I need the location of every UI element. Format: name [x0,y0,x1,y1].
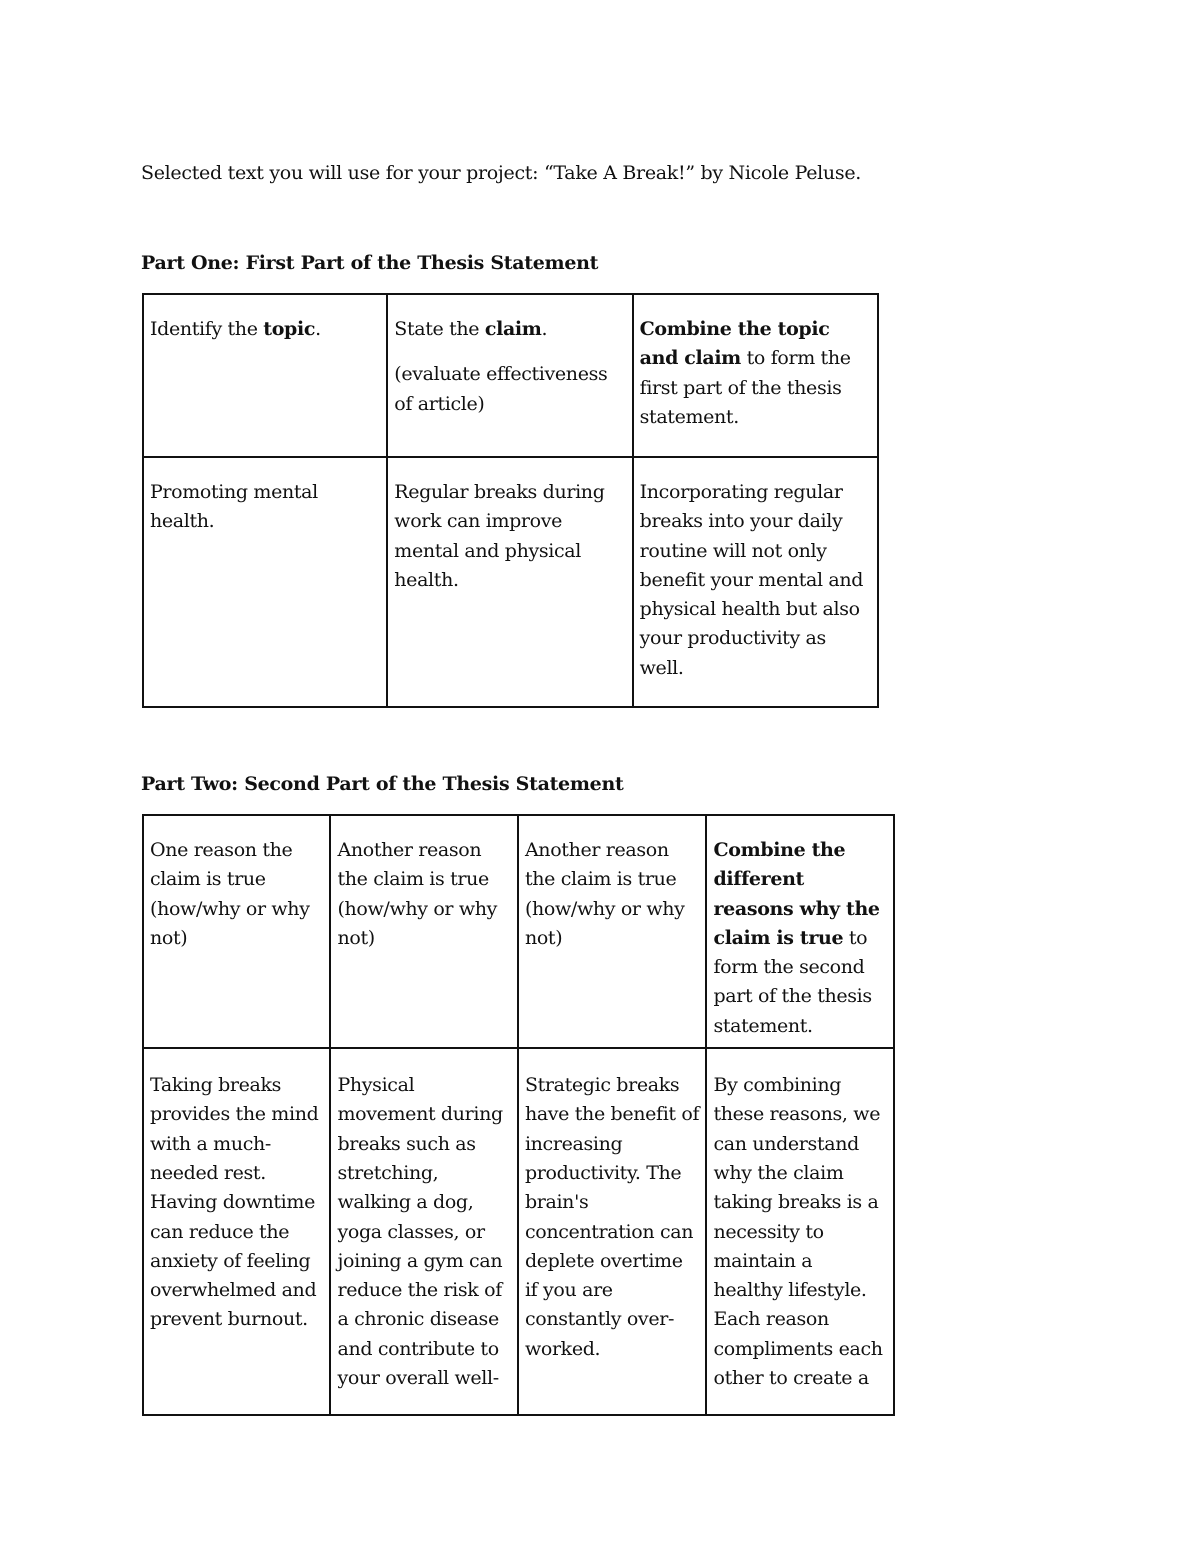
reason-two-answer-cell: Physical movement during breaks such as stretching, walking a dog, yoga classes, or joining a gym can reduce the risk of a chronic disease and contribute to your overall well- [330,1048,517,1415]
table-row [143,815,894,1048]
part-two-heading: Part Two: Second Part of the Thesis Statement [141,773,624,795]
combine-reasons-header-cell: Combine the different reasons why the claim is true to form the second part of the thesis statement. [706,815,894,1048]
claim-note: (evaluate effectiveness of article) [394,363,608,415]
reason-one-answer-cell: Taking breaks provides the mind with a much-needed rest. Having downtime can reduce the anxiety of feeling overwhelmed and prevent burnout. [143,1048,330,1415]
claim-answer-cell: Regular breaks during work can improve mental and physical health. [387,457,632,707]
table-row [143,294,878,457]
combine-header-cell: Combine the topic and claim to form the first part of the thesis statement. [633,294,878,457]
combine-keyword: Combine the topic and claim [639,318,830,370]
part-one-heading: Part One: First Part of the Thesis Statement [141,252,599,274]
topic-answer-cell: Promoting mental health. [143,457,387,707]
table-row [143,1048,894,1415]
combine-reasons-answer-cell: By combining these reasons, we can understand why the claim taking breaks is a necessity to maintain a healthy lifestyle. Each reason compliments each other to create a [706,1048,894,1415]
part-one-table [142,293,879,708]
claim-keyword: claim [484,318,542,340]
part-two-table [142,814,895,1416]
selected-text-line: Selected text you will use for your project: “Take A Break!” by Nicole Peluse. [141,162,862,184]
claim-header-cell: State the claim. (evaluate effectiveness of article) [387,294,632,457]
reason-one-header-cell: One reason the claim is true (how/why or why not) [143,815,330,1048]
reason-three-header-cell: Another reason the claim is true (how/why or why not) [518,815,707,1048]
reason-two-header-cell: Another reason the claim is true (how/why or why not) [330,815,517,1048]
combine-answer-cell: Incorporating regular breaks into your daily routine will not only benefit your mental and physical health but also your productivity as well. [633,457,878,707]
table-row [143,457,878,707]
topic-keyword: topic [263,318,316,340]
topic-header-cell: Identify the topic. [143,294,387,457]
combine-reasons-keyword: Combine the different reasons why the claim is true [713,839,880,949]
reason-three-answer-cell: Strategic breaks have the benefit of increasing productivity. The brain's concentration can deplete overtime if you are constantly over-worked. [518,1048,707,1415]
